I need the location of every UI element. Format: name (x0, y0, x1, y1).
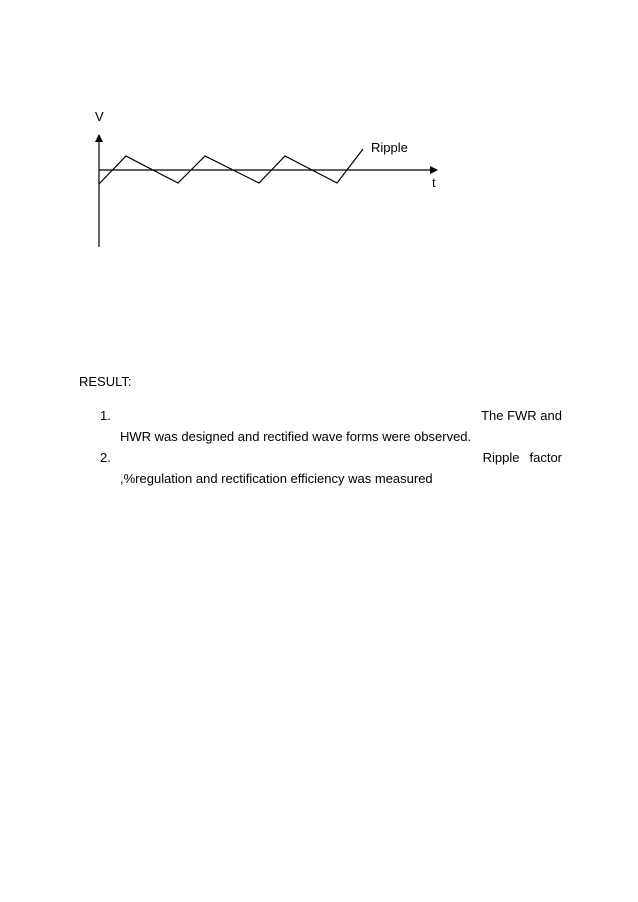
result-item-2 (100, 447, 562, 489)
result-item-1 (100, 405, 562, 447)
item-text-line-2: ,%regulation and rectification efficiency was measured (120, 471, 433, 486)
item-word: Ripple (482, 450, 520, 465)
x-axis-label: t (432, 175, 436, 190)
result-heading: RESULT: (79, 374, 132, 389)
item-text-line-1: The FWR and (481, 408, 562, 423)
y-axis-label: V (95, 109, 104, 124)
ripple-waveform-diagram (0, 0, 638, 300)
item-text-line-2: HWR was designed and rectified wave forms were observed. (120, 429, 472, 444)
ripple-wave (99, 149, 363, 184)
item-number: 1. (100, 408, 111, 423)
ripple-annotation: Ripple (371, 140, 408, 155)
item-word: factor (529, 450, 562, 465)
item-number: 2. (100, 450, 111, 465)
item-text-line-1 (120, 447, 562, 468)
result-list (100, 405, 562, 489)
